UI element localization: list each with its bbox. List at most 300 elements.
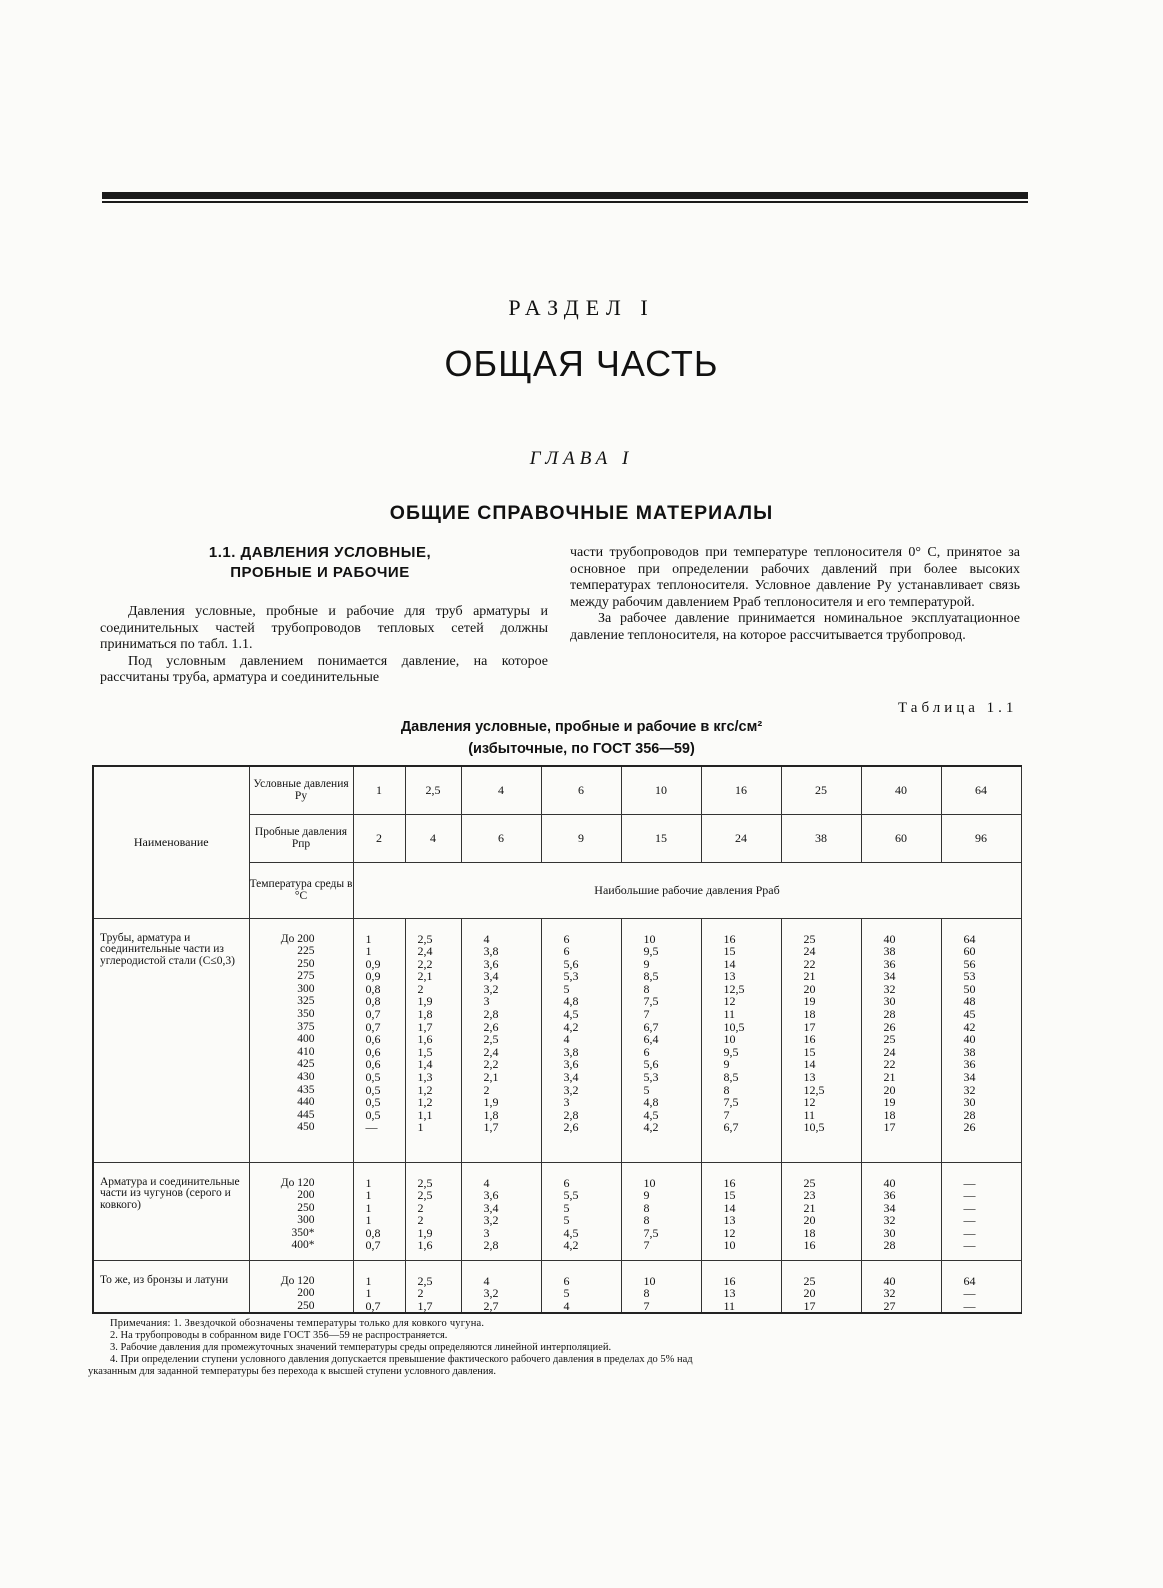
note-line: 4. При определении ступени условного давления допускается превышение фактического рабочего давления в пределах до 5% над: [110, 1354, 693, 1365]
pressure-value: 20: [803, 1213, 816, 1228]
pressure-value: 21: [883, 1070, 896, 1085]
temperature-value: 300: [297, 1214, 315, 1227]
pressure-column: [621, 918, 701, 1162]
pressure-value: 45: [963, 1007, 976, 1022]
pressure-value: 2: [417, 1286, 424, 1301]
pressure-value: —: [963, 1175, 976, 1190]
pressure-value: 8,5: [723, 1070, 739, 1085]
pressure-value: —: [963, 1286, 976, 1301]
pressure-value: 34: [883, 969, 896, 984]
pressure-value: 22: [883, 1057, 896, 1072]
pressure-value: 1: [417, 1120, 424, 1135]
temperature-value: 350: [297, 1008, 315, 1021]
pressure-value: 9,5: [643, 944, 659, 959]
pressure-value: 6,7: [723, 1120, 739, 1135]
temperature-value: 440: [297, 1096, 315, 1109]
pressure-value: 38: [963, 1044, 976, 1059]
group-row: [93, 1260, 1021, 1313]
pressure-value: 9: [723, 1057, 730, 1072]
pressure-value: 2: [417, 981, 424, 996]
group-name: Трубы, арматура и соединительные части из углеродистой стали (C≤0,3): [93, 918, 249, 1162]
pressure-value: 6: [563, 944, 570, 959]
ppr-cell: 15: [621, 814, 701, 862]
pressure-value: 9: [643, 1188, 650, 1203]
pressure-value: 14: [723, 956, 736, 971]
pressure-value: 3,6: [483, 1188, 499, 1203]
temperature-value: 200: [297, 1189, 315, 1202]
pressure-value: 2,5: [417, 931, 433, 946]
pressure-value: 48: [963, 994, 976, 1009]
pressure-value: 5,3: [563, 969, 579, 984]
pressure-value: 32: [963, 1082, 976, 1097]
pressure-column: [541, 918, 621, 1162]
pressure-value: 0,5: [365, 1082, 381, 1097]
pressure-value: 30: [963, 1095, 976, 1110]
ppr-cell: 6: [461, 814, 541, 862]
temperature-value: До 200: [280, 932, 315, 945]
pressure-column: [405, 1162, 461, 1260]
pressure-column: [405, 1260, 461, 1313]
pressure-column: [353, 1260, 405, 1313]
temperature-value: 425: [297, 1058, 315, 1071]
pressure-value: 23: [803, 1188, 816, 1203]
note-line: 3. Рабочие давления для промежуточных значений температуры среды определяются линейной интерполяцией.: [110, 1342, 612, 1353]
pressure-value: 12: [803, 1095, 816, 1110]
pressure-value: 13: [723, 1286, 736, 1301]
pressure-value: 8: [643, 1200, 650, 1215]
pressure-value: 1,5: [417, 1044, 433, 1059]
pressure-value: 6,7: [643, 1019, 659, 1034]
pressure-value: 18: [803, 1225, 816, 1240]
pressure-value: 11: [723, 1298, 736, 1313]
pressure-value: —: [963, 1213, 976, 1228]
pressure-value: 14: [723, 1200, 736, 1215]
pressure-value: 11: [723, 1007, 736, 1022]
pressure-value: 1: [365, 931, 372, 946]
pressure-column: [941, 918, 1021, 1162]
pressure-value: 2,8: [483, 1007, 499, 1022]
pressure-value: 3,2: [563, 1082, 579, 1097]
pressure-value: 26: [963, 1120, 976, 1135]
pressure-value: 4: [483, 1175, 490, 1190]
pressure-value: 6,4: [643, 1032, 659, 1047]
pressure-value: 0,9: [365, 969, 381, 984]
pressure-value: 7: [643, 1238, 650, 1253]
pressure-column: [701, 1260, 781, 1313]
py-cell: 4: [461, 766, 541, 814]
pressure-value: 0,7: [365, 1007, 381, 1022]
pressure-value: 6: [563, 931, 570, 946]
pressure-value: 0,8: [365, 1225, 381, 1240]
pressure-value: 3,8: [563, 1044, 579, 1059]
pressure-value: 4,2: [643, 1120, 659, 1135]
chapter-title: ОБЩИЕ СПРАВОЧНЫЕ МАТЕРИАЛЫ: [389, 502, 774, 524]
pressure-value: 64: [963, 931, 976, 946]
temperature-value: До 120: [280, 1176, 315, 1189]
pressure-value: 2,7: [483, 1298, 499, 1313]
pressure-value: 28: [883, 1007, 896, 1022]
temperature-value: 350*: [291, 1226, 315, 1239]
left-column-text: [100, 604, 548, 687]
pressure-column: [353, 1162, 405, 1260]
pressure-value: 26: [883, 1019, 896, 1034]
pressure-column: [701, 1162, 781, 1260]
pressure-value: 1,7: [483, 1120, 499, 1135]
temperature-value: 375: [297, 1020, 315, 1033]
pressure-value: 7,5: [643, 994, 659, 1009]
pressure-value: 36: [883, 1188, 896, 1203]
pressure-column: [861, 1162, 941, 1260]
pressure-value: 1: [365, 1273, 372, 1288]
pressure-value: 3,6: [483, 956, 499, 971]
ppr-cell: 24: [701, 814, 781, 862]
pressure-value: 12,5: [803, 1082, 825, 1097]
pressure-value: 4,8: [563, 994, 579, 1009]
pressure-value: 0,5: [365, 1107, 381, 1122]
pressure-value: 4: [483, 1273, 490, 1288]
py-cell: 64: [941, 766, 1021, 814]
pressure-value: 13: [803, 1070, 816, 1085]
pressure-value: 13: [723, 969, 736, 984]
group-name: Арматура и соединительные части из чугунов (серого и ковкого): [93, 1162, 249, 1260]
paragraph: Давления условные, пробные и рабочие для труб арматуры и соединительных частей трубопроводов тепловых сетей должны приниматься по табл. 1.1.: [100, 604, 548, 652]
chapter-heading: ГЛАВА I: [529, 448, 634, 469]
pressure-value: 8,5: [643, 969, 659, 984]
pressure-value: 12,5: [723, 981, 745, 996]
pressure-value: 2,1: [483, 1070, 499, 1085]
subsection-heading: [100, 543, 540, 583]
temperature-value: 250: [297, 957, 315, 970]
pressure-value: 10: [723, 1032, 736, 1047]
pressure-value: 1,2: [417, 1082, 433, 1097]
ppr-cell: 60: [861, 814, 941, 862]
pressure-value: 32: [883, 981, 896, 996]
pressure-value: 17: [803, 1019, 816, 1034]
pressure-value: 0,7: [365, 1238, 381, 1253]
py-cell: 16: [701, 766, 781, 814]
pressure-value: 4,2: [563, 1238, 579, 1253]
pressure-value: 2,8: [563, 1107, 579, 1122]
pressure-value: 10: [643, 1273, 656, 1288]
group-row: [93, 1162, 1021, 1260]
table-number: Таблица 1.1: [898, 700, 1018, 716]
ppr-cell: 96: [941, 814, 1021, 862]
pressure-value: 36: [883, 956, 896, 971]
pressure-value: 5: [563, 1286, 570, 1301]
pressure-value: 15: [723, 1188, 736, 1203]
pressure-value: 9,5: [723, 1044, 739, 1059]
pressure-value: 1,6: [417, 1032, 433, 1047]
temperature-value: 445: [297, 1108, 315, 1121]
pressure-value: 9: [643, 956, 650, 971]
subsection-line-2: ПРОБНЫЕ И РАБОЧИЕ: [230, 564, 410, 581]
header-row-py: [93, 766, 1021, 814]
pressure-value: 24: [883, 1044, 896, 1059]
pressure-value: 0,6: [365, 1044, 381, 1059]
pressure-value: 5,6: [643, 1057, 659, 1072]
pressure-column: [781, 1260, 861, 1313]
pressure-value: 18: [803, 1007, 816, 1022]
ppr-cell: 2: [353, 814, 405, 862]
pressure-value: 5,3: [643, 1070, 659, 1085]
pressure-column: [405, 918, 461, 1162]
pressure-value: 4: [563, 1298, 570, 1313]
pressure-value: 11: [803, 1107, 816, 1122]
pressure-value: 1: [365, 1200, 372, 1215]
pressure-column: [781, 918, 861, 1162]
pressure-value: 24: [803, 944, 816, 959]
pressure-value: 3,2: [483, 981, 499, 996]
pressure-value: 3,2: [483, 1286, 499, 1301]
table-notes: [88, 1318, 1020, 1378]
name-header: Наименование: [93, 766, 249, 918]
pressure-value: 1: [365, 944, 372, 959]
pressure-value: 30: [883, 994, 896, 1009]
pressure-value: 16: [723, 1175, 736, 1190]
py-label: Условные давления Pу: [249, 766, 353, 814]
pressure-value: 4,2: [563, 1019, 579, 1034]
py-cell: 10: [621, 766, 701, 814]
pressure-value: 36: [963, 1057, 976, 1072]
pressure-value: 4,5: [643, 1107, 659, 1122]
temperature-value: 250: [297, 1201, 315, 1214]
pressure-value: 18: [883, 1107, 896, 1122]
py-cell: 40: [861, 766, 941, 814]
pressure-value: 0,5: [365, 1070, 381, 1085]
pressure-value: 40: [883, 1273, 896, 1288]
pressure-value: 2,4: [417, 944, 433, 959]
pressure-value: 10: [643, 1175, 656, 1190]
temperature-value: 250: [297, 1299, 315, 1312]
temperature-value: 225: [297, 945, 315, 958]
pressure-value: 4: [483, 931, 490, 946]
note-line: Примечания: 1. Звездочкой обозначены температуры только для ковкого чугуна.: [110, 1318, 485, 1329]
pressure-value: 20: [803, 981, 816, 996]
pressure-value: 5,5: [563, 1188, 579, 1203]
pressure-value: 28: [963, 1107, 976, 1122]
part-title: ОБЩАЯ ЧАСТЬ: [444, 343, 719, 384]
pressure-value: 1: [365, 1188, 372, 1203]
ppr-cell: 38: [781, 814, 861, 862]
pressure-value: 1,9: [417, 994, 433, 1009]
pressure-value: 40: [883, 1175, 896, 1190]
pressure-column: [781, 1162, 861, 1260]
pressure-value: 0,6: [365, 1032, 381, 1047]
pressure-value: 10: [643, 931, 656, 946]
pressure-value: 40: [883, 931, 896, 946]
pressure-value: 3: [483, 994, 490, 1009]
pressure-value: 1,8: [417, 1007, 433, 1022]
py-cell: 2,5: [405, 766, 461, 814]
pressure-column: [461, 1162, 541, 1260]
temperature-list: [249, 1162, 353, 1260]
group-name: То же, из бронзы и латуни: [93, 1260, 249, 1313]
pressure-value: 40: [963, 1032, 976, 1047]
pressure-value: 1,7: [417, 1019, 433, 1034]
pressure-value: 4: [563, 1032, 570, 1047]
temperature-value: 400*: [291, 1239, 315, 1252]
pressure-value: 16: [803, 1238, 816, 1253]
pressure-value: 5,6: [563, 956, 579, 971]
pressure-column: [353, 918, 405, 1162]
note-line: указанным для заданной температуры без перехода к высшей ступени условного давления.: [88, 1366, 496, 1377]
pressure-table: [92, 765, 1022, 1314]
temperature-value: 300: [297, 982, 315, 995]
pressure-column: [461, 918, 541, 1162]
pressure-value: 7,5: [643, 1225, 659, 1240]
pressure-value: 7,5: [723, 1095, 739, 1110]
pressure-value: 1,1: [417, 1107, 433, 1122]
pressure-value: 3,4: [563, 1070, 579, 1085]
pressure-value: 32: [883, 1213, 896, 1228]
pressure-value: 16: [803, 1032, 816, 1047]
table-title: Давления условные, пробные и рабочие в кгс/см²: [400, 719, 763, 735]
pressure-column: [941, 1260, 1021, 1313]
pressure-value: 16: [723, 931, 736, 946]
pressure-value: 2: [417, 1213, 424, 1228]
temperature-value: 200: [297, 1287, 315, 1300]
pressure-value: 34: [963, 1070, 976, 1085]
pressure-value: 50: [963, 981, 976, 996]
pressure-value: 3: [483, 1225, 490, 1240]
ppr-cell: 9: [541, 814, 621, 862]
ppr-cell: 4: [405, 814, 461, 862]
pressure-value: 2,1: [417, 969, 433, 984]
pressure-value: 22: [803, 956, 816, 971]
pressure-value: 20: [803, 1286, 816, 1301]
pressure-value: 0,8: [365, 981, 381, 996]
note-line: 2. На трубопроводы в собранном виде ГОСТ 356—59 не распространяется.: [110, 1330, 448, 1341]
pressure-value: —: [963, 1298, 976, 1313]
pressure-value: 1,3: [417, 1070, 433, 1085]
pressure-value: —: [963, 1200, 976, 1215]
pressure-value: 3: [563, 1095, 570, 1110]
pressure-value: 0,9: [365, 956, 381, 971]
pressure-value: 25: [883, 1032, 896, 1047]
pressure-value: 0,5: [365, 1095, 381, 1110]
pressure-value: 1: [365, 1213, 372, 1228]
pressure-value: 16: [723, 1273, 736, 1288]
pressure-value: 6: [563, 1175, 570, 1190]
pressure-value: 19: [803, 994, 816, 1009]
temperature-value: До 120: [280, 1274, 315, 1287]
paragraph: За рабочее давление принимается номинальное эксплуатационное давление теплоносителя, на которое рассчитывается трубопровод.: [570, 611, 1020, 643]
pressure-value: 1,8: [483, 1107, 499, 1122]
pressure-value: 21: [803, 969, 816, 984]
pressure-value: 25: [803, 931, 816, 946]
pressure-value: 3,8: [483, 944, 499, 959]
pressure-column: [941, 1162, 1021, 1260]
pressure-value: 1,6: [417, 1238, 433, 1253]
pressure-value: 20: [883, 1082, 896, 1097]
pressure-value: 10,5: [803, 1120, 825, 1135]
temperature-value: 410: [297, 1045, 315, 1058]
paragraph: части трубопроводов при температуре теплоносителя 0° С, принятое за основное при определении рабочих давлений при более высоких температурах теплоносителя. Условное давление Pу устанавливает связь между рабочим давлением Pраб теплоносителя и его температурой.: [570, 545, 1020, 610]
pressure-value: 17: [803, 1298, 816, 1313]
pressure-value: 2,4: [483, 1044, 499, 1059]
pressure-value: 6: [643, 1044, 650, 1059]
pressure-value: 30: [883, 1225, 896, 1240]
pressure-value: 38: [883, 944, 896, 959]
pressure-value: 28: [883, 1238, 896, 1253]
pressure-value: 4,5: [563, 1007, 579, 1022]
pressure-column: [861, 918, 941, 1162]
pressure-value: 53: [963, 969, 976, 984]
pressure-value: 19: [883, 1095, 896, 1110]
pressure-value: 8: [643, 981, 650, 996]
pressure-value: —: [365, 1120, 378, 1135]
pressure-value: 1: [365, 1286, 372, 1301]
pressure-value: 3,6: [563, 1057, 579, 1072]
pressure-value: 21: [803, 1200, 816, 1215]
pressure-value: 6: [563, 1273, 570, 1288]
pressure-value: 1,2: [417, 1095, 433, 1110]
pressure-value: 56: [963, 956, 976, 971]
pressure-value: 2,6: [483, 1019, 499, 1034]
pressure-value: 42: [963, 1019, 976, 1034]
pressure-value: 14: [803, 1057, 816, 1072]
pressure-value: 2,5: [483, 1032, 499, 1047]
pressure-value: 7: [643, 1298, 650, 1313]
temperature-list: [249, 918, 353, 1162]
temp-label: Температура среды в °С: [249, 862, 353, 918]
paragraph: Под условным давлением понимается давление, на которое рассчитаны труба, арматура и соединительные: [100, 653, 548, 685]
pressure-value: 4,5: [563, 1225, 579, 1240]
pressure-value: 17: [883, 1120, 896, 1135]
pressure-column: [621, 1260, 701, 1313]
pressure-value: 34: [883, 1200, 896, 1215]
pressure-value: 32: [883, 1286, 896, 1301]
temperature-value: 325: [297, 995, 315, 1008]
pressure-value: 2,2: [417, 956, 433, 971]
temperature-value: 435: [297, 1083, 315, 1096]
pressure-value: 1: [365, 1175, 372, 1190]
pressure-value: 0,7: [365, 1019, 381, 1034]
pressure-value: 10: [723, 1238, 736, 1253]
pressure-value: 2,6: [563, 1120, 579, 1135]
pressure-value: 5: [563, 1200, 570, 1215]
pressure-value: 0,7: [365, 1298, 381, 1313]
pressure-value: 2,8: [483, 1238, 499, 1253]
pressure-value: 3,4: [483, 1200, 499, 1215]
pressure-value: 0,8: [365, 994, 381, 1009]
pressure-column: [621, 1162, 701, 1260]
temperature-value: 275: [297, 970, 315, 983]
pressure-column: [461, 1260, 541, 1313]
pressure-value: —: [963, 1238, 976, 1253]
pressure-value: 3,4: [483, 969, 499, 984]
pressure-value: 5: [563, 1213, 570, 1228]
pressure-value: 8: [723, 1082, 730, 1097]
pressure-column: [541, 1162, 621, 1260]
pressure-value: 25: [803, 1175, 816, 1190]
group-row: [93, 918, 1021, 1162]
pressure-value: 7: [643, 1007, 650, 1022]
top-rule-thin: [102, 201, 1028, 203]
pressure-column: [861, 1260, 941, 1313]
pressure-value: 5: [643, 1082, 650, 1097]
pressure-value: 13: [723, 1213, 736, 1228]
pressure-value: 1,4: [417, 1057, 433, 1072]
pressure-column: [541, 1260, 621, 1313]
pressure-value: 4,8: [643, 1095, 659, 1110]
pressure-value: 2,5: [417, 1188, 433, 1203]
ppr-label: Пробные давления Pпр: [249, 814, 353, 862]
pressure-value: 2,5: [417, 1273, 433, 1288]
temperature-list: [249, 1260, 353, 1313]
pressure-value: 10,5: [723, 1019, 745, 1034]
pressure-value: 8: [643, 1213, 650, 1228]
